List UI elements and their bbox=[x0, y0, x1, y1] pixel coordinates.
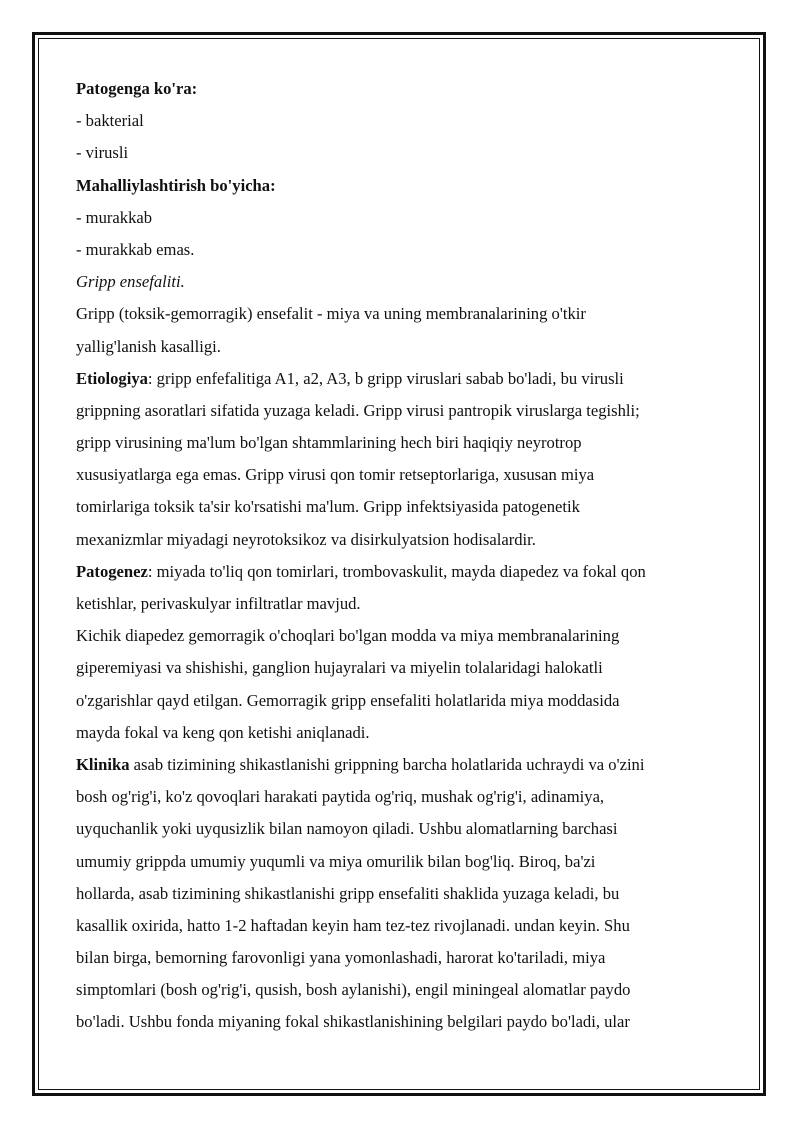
pathogenesis-line: ketishlar, perivaskulyar infiltratlar mavjud. bbox=[76, 594, 361, 613]
clinic-term: Klinika bbox=[76, 754, 130, 774]
clinic-line: kasallik oxirida, hatto 1-2 haftadan keyin ham tez-tez rivojlanadi. undan keyin. Shu bbox=[76, 915, 630, 935]
etiology-text: : gripp enfefalitiga A1, a2, A3, b gripp viruslari sabab bo'ladi, bu virusli bbox=[147, 368, 624, 388]
clinic-line: bosh og'rig'i, ko'z qovoqlari harakati paytida og'riq, mushak og'rig'i, adinamiya, bbox=[76, 787, 605, 807]
pathogenesis-detail-line: o'zgarishlar qayd etilgan. Gemorragik gripp ensefaliti holatlarida miya moddasida bbox=[76, 690, 620, 710]
clinic-line: umumiy grippda umumiy yuqumli va miya omurilik bilan bog'liq. Biroq, ba'zi bbox=[76, 851, 596, 871]
pathogenesis-text: : miyada to'liq qon tomirlari, trombovaskulit, mayda diapedez va fokal qon bbox=[147, 561, 646, 581]
etiology-line: tomirlariga toksik ta'sir ko'rsatishi ma'lum. Gripp infektsiyasida patogenetik bbox=[76, 497, 580, 517]
document-body bbox=[76, 73, 726, 1039]
etiology-line: mexanizmlar miyadagi neyrotoksikoz va disirkulyatsion hodisalardir. bbox=[76, 529, 536, 549]
etiology-line: gripp virusining ma'lum bo'lgan shtammlarining hech biri haqiqiy neyrotrop bbox=[76, 433, 582, 453]
pathogenesis-detail-line: Kichik diapedez gemorragik o'choqlari bo'lgan modda va miya membranalarining bbox=[76, 626, 620, 646]
etiology-line: grippning asoratlari sifatida yuzaga keladi. Gripp virusi pantropik viruslarga tegishli; bbox=[76, 400, 640, 420]
pathogenesis-detail-line: giperemiyasi va shishishi, ganglion hujayralari va miyelin tolalaridagi halokatli bbox=[76, 658, 603, 678]
clinic-line: bo'ladi. Ushbu fonda miyaning fokal shikastlanishining belgilari paydo bo'ladi, ular bbox=[76, 1012, 630, 1032]
pathogen-classification-heading: Patogenga ko'ra: bbox=[76, 79, 198, 98]
list-item: - murakkab bbox=[76, 207, 153, 227]
list-item: - virusli bbox=[76, 143, 129, 163]
clinic-line: hollarda, asab tizimining shikastlanishi gripp ensefaliti shaklida yuzaga keladi, bu bbox=[76, 883, 620, 903]
definition-line: Gripp (toksik-gemorragik) ensefalit - miya va uning membranalarining o'tkir bbox=[76, 304, 586, 324]
etiology-paragraph-start bbox=[76, 363, 726, 395]
list-item: - murakkab emas. bbox=[76, 239, 195, 259]
clinic-line: uyquchanlik yoki uyqusizlik bilan namoyon qiladi. Ushbu alomatlarning barchasi bbox=[76, 819, 618, 839]
etiology-term: Etiologiya bbox=[76, 368, 148, 388]
clinic-line: bilan birga, bemorning farovonligi yana yomonlashadi, harorat ko'tariladi, miya bbox=[76, 948, 606, 968]
list-item: - bakterial bbox=[76, 111, 144, 131]
pathogenesis-term: Patogenez bbox=[76, 561, 148, 581]
clinic-line: simptomlari (bosh og'rig'i, qusish, bosh aylanishi), engil miningeal alomatlar paydo bbox=[76, 980, 631, 1000]
pathogenesis-paragraph-start bbox=[76, 556, 726, 588]
clinic-text: asab tizimining shikastlanishi grippning barcha holatlarida uchraydi va o'zini bbox=[129, 754, 645, 774]
pathogenesis-detail-line: mayda fokal va keng qon ketishi aniqlanadi. bbox=[76, 722, 370, 742]
etiology-line: xususiyatlarga ega emas. Gripp virusi qon tomir retseptorlariga, xususan miya bbox=[76, 465, 595, 485]
definition-line: yallig'lanish kasalligi. bbox=[76, 336, 221, 356]
clinic-paragraph-start bbox=[76, 749, 726, 781]
section-title: Gripp ensefaliti. bbox=[76, 272, 185, 292]
localization-classification-heading: Mahalliylashtirish bo'yicha: bbox=[76, 175, 276, 195]
